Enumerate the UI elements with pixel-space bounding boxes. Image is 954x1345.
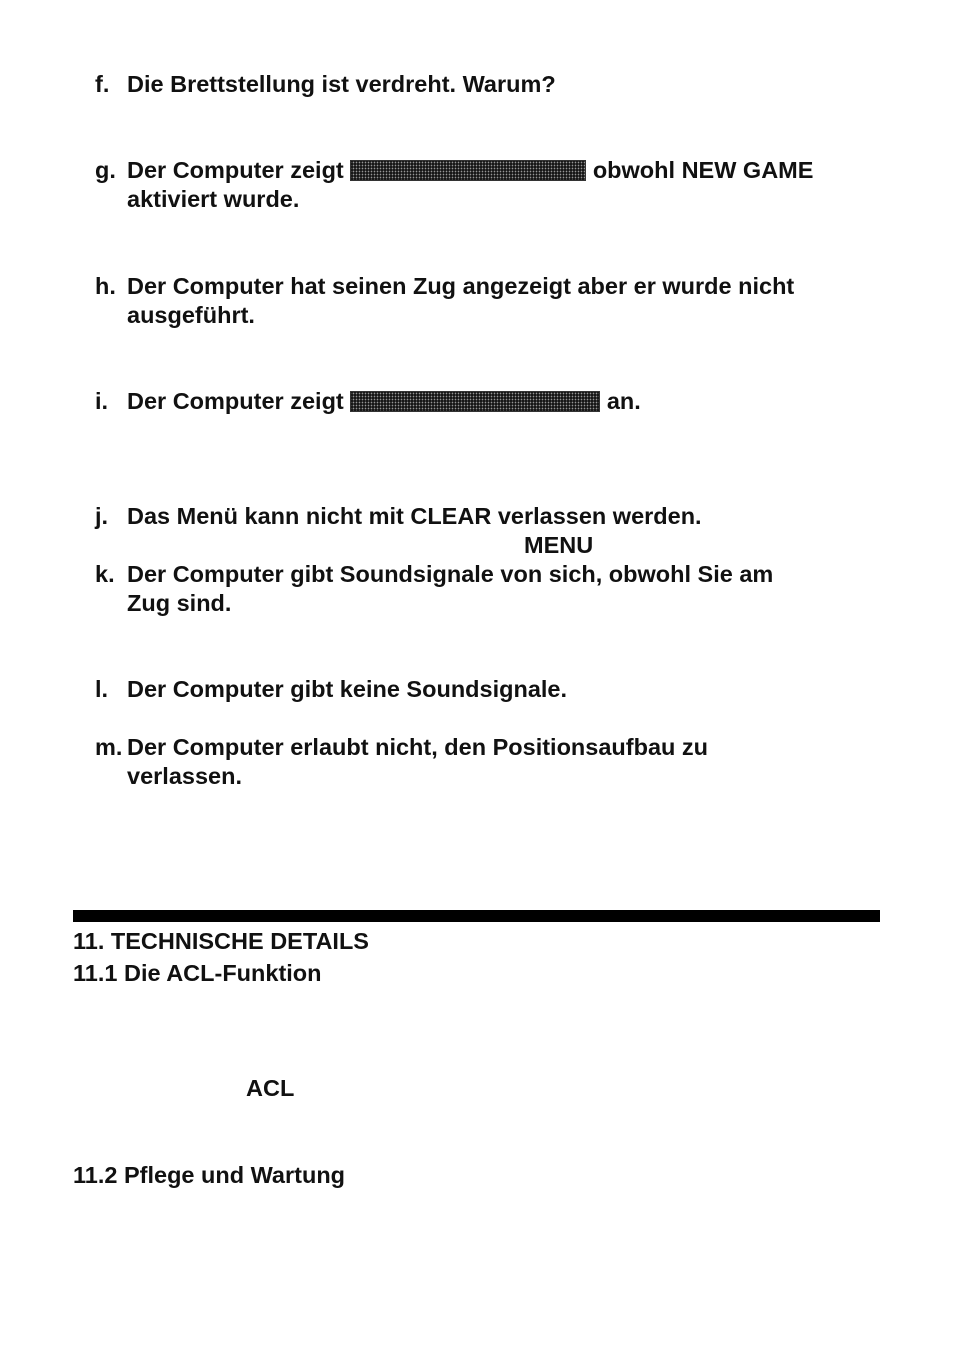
item-text-line2: Zug sind. (127, 590, 232, 616)
item-label: i. (95, 388, 109, 414)
item-text: Der Computer gibt keine Soundsignale. (127, 676, 568, 702)
item-text-pre: Der Computer zeigt (127, 157, 344, 183)
item-label: g. (95, 157, 116, 183)
item-label: j. (95, 503, 109, 529)
item-text: Die Brettstellung ist verdreht. Warum? (127, 71, 556, 97)
item-text-post: obwohl NEW GAME (592, 157, 814, 183)
section-heading: 11. TECHNISCHE DETAILS (73, 928, 369, 954)
item-text-line2: ausgeführt. (127, 302, 255, 328)
item-text-line1: Der Computer hat seinen Zug angezeigt aber er wurde nicht (127, 273, 795, 299)
subsection-heading-care: 11.2 Pflege und Wartung (73, 1162, 346, 1188)
item-text-pre: Der Computer zeigt (127, 388, 344, 414)
item-label: k. (95, 561, 115, 587)
item-text-line1: Der Computer erlaubt nicht, den Positionsaufbau zu (127, 734, 709, 760)
menu-key-label: MENU (524, 532, 594, 558)
item-text-line2: aktiviert wurde. (127, 186, 300, 212)
item-label: h. (95, 273, 116, 299)
subsection-heading-acl: 11.1 Die ACL-Funktion (73, 960, 322, 986)
item-text-line2: verlassen. (127, 763, 242, 789)
item-label: m. (95, 734, 123, 760)
item-text (127, 156, 887, 185)
item-text-line1: Der Computer gibt Soundsignale von sich, obwohl Sie am (127, 561, 774, 587)
item-text: Das Menü kann nicht mit CLEAR verlassen werden. (127, 503, 702, 529)
item-text (127, 387, 887, 416)
item-text-post: an. (606, 388, 641, 414)
section-divider (73, 910, 880, 922)
acl-label: ACL (246, 1075, 295, 1101)
item-label: f. (95, 71, 110, 97)
item-label: l. (95, 676, 109, 702)
lcd-display-image (350, 391, 600, 412)
lcd-display-image (350, 160, 586, 181)
